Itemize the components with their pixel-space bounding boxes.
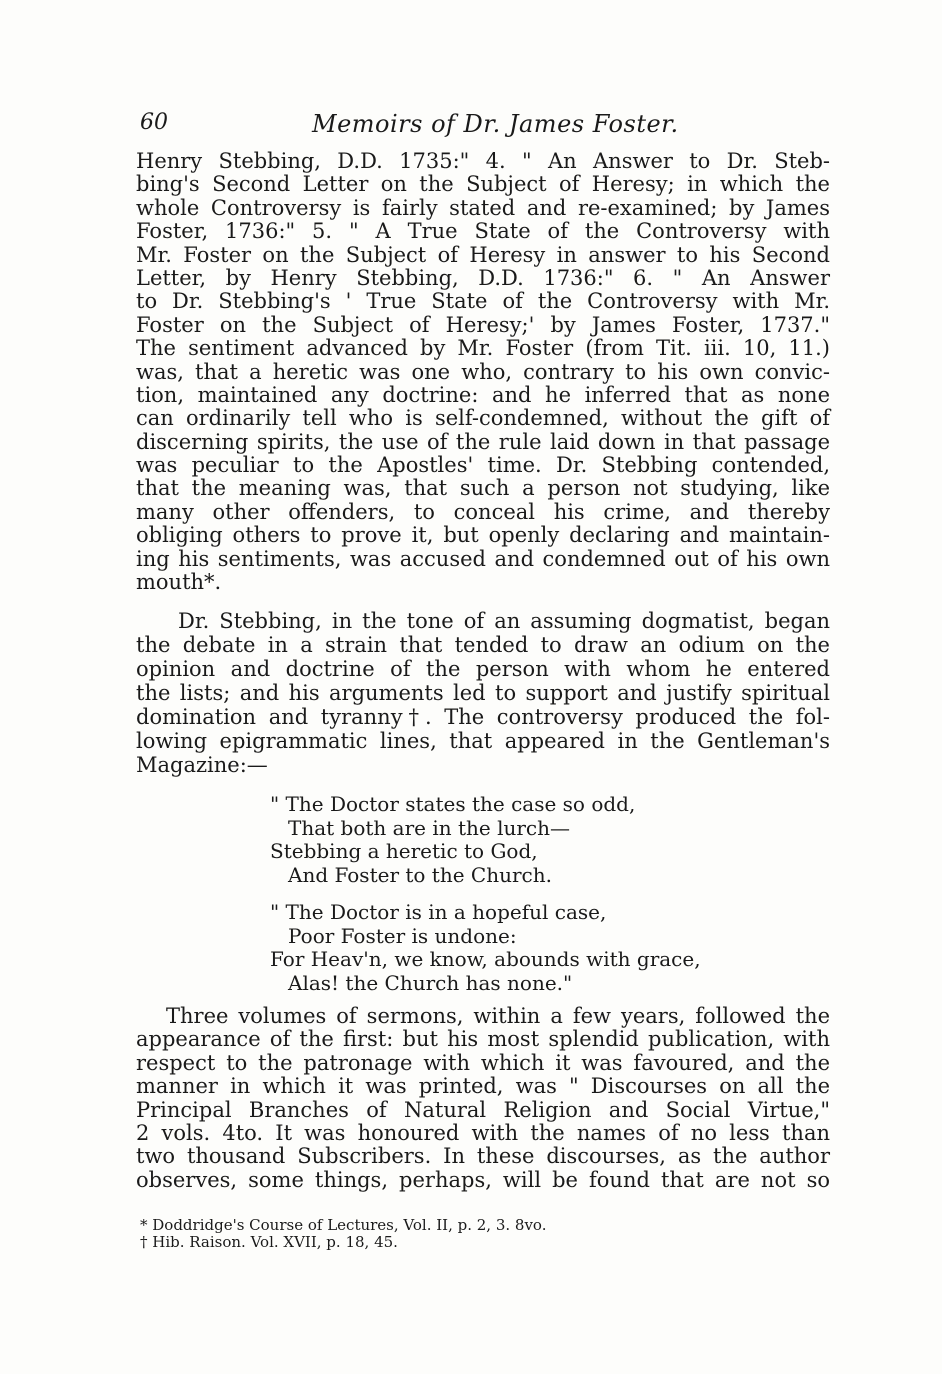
running-title: Memoirs of Dr. James Foster. — [312, 110, 679, 138]
footnote: † Hib. Raison. Vol. XVII, p. 18, 45. — [140, 1233, 398, 1251]
text-line: observes, some things, perhaps, will be found that are not so — [136, 1167, 830, 1192]
footnote: * Doddridge's Course of Lectures, Vol. II, p. 2, 3. 8vo. — [140, 1216, 547, 1234]
text-line: Three volumes of sermons, within a few years, followed the — [166, 1004, 830, 1028]
text-line: can ordinarily tell who is self-condemned, without the gift of — [136, 406, 830, 431]
text-line: Foster, 1736:" 5. " A True State of the Controversy with — [136, 219, 830, 244]
text-line: whole Controversy is fairly stated and re-examined; by James — [136, 195, 830, 220]
text-line: tion, maintained any doctrine: and he inferred that as none — [136, 382, 830, 407]
poem-line: Poor Foster is undone: — [288, 923, 517, 948]
poem-line: That both are in the lurch— — [288, 815, 571, 840]
text-line: was peculiar to the Apostles' time. Dr. Stebbing contended, — [136, 453, 830, 478]
text-line: to Dr. Stebbing's ' True State of the Controversy with Mr. — [136, 289, 830, 314]
text-line: Dr. Stebbing, in the tone of an assuming dogmatist, began — [178, 609, 830, 633]
text-line: appearance of the first: but his most splendid publication, with — [136, 1027, 830, 1052]
text-line: The sentiment advanced by Mr. Foster (from Tit. iii. 10, 11.) — [136, 336, 830, 361]
text-line: the debate in a strain that tended to draw an odium on the — [136, 633, 830, 657]
poem-line: And Foster to the Church. — [288, 862, 552, 887]
paragraph-1 — [136, 150, 830, 594]
poem-line: " The Doctor is in a hopeful case, — [270, 900, 607, 924]
poem-line: Alas! the Church has none." — [288, 970, 573, 995]
footnotes — [140, 1217, 820, 1251]
epigram-poem — [270, 793, 790, 995]
poem-stanza — [270, 793, 790, 887]
text-line: Principal Branches of Natural Religion and Social Virtue," — [136, 1097, 830, 1122]
paragraph-3 — [136, 1005, 830, 1192]
text-line: the lists; and his arguments led to support and justify spiritual — [136, 681, 830, 705]
text-line: respect to the patronage with which it was favoured, and the — [136, 1050, 830, 1075]
text-line: discerning spirits, the use of the rule laid down in that passage — [136, 429, 830, 454]
text-line: lowing epigrammatic lines, that appeared in the Gentleman's — [136, 729, 830, 753]
page-number: 60 — [140, 110, 168, 135]
poem-stanza — [270, 901, 790, 995]
text-line: domination and tyranny†. The controversy produced the fol- — [136, 705, 830, 729]
text-line: 2 vols. 4to. It was honoured with the names of no less than — [136, 1120, 830, 1145]
text-line: Henry Stebbing, D.D. 1735:" 4. " An Answer to Dr. Steb- — [136, 149, 830, 173]
text-line: Mr. Foster on the Subject of Heresy in answer to his Second — [136, 242, 830, 267]
text-line: that the meaning was, that such a person not studying, like — [136, 476, 830, 501]
poem-line: " The Doctor states the case so odd, — [270, 792, 636, 816]
text-line: mouth*. — [136, 570, 222, 595]
text-line: Letter, by Henry Stebbing, D.D. 1736:" 6. " An Answer — [136, 265, 830, 290]
text-line: many other offenders, to conceal his crime, and thereby — [136, 499, 830, 524]
poem-line: For Heav'n, we know, abounds with grace, — [270, 947, 701, 971]
text-line: bing's Second Letter on the Subject of Heresy; in which the — [136, 172, 830, 197]
text-line: manner in which it was printed, was " Discourses on all the — [136, 1074, 830, 1099]
text-line: obliging others to prove it, but openly declaring and maintain- — [136, 523, 830, 548]
text-line: two thousand Subscribers. In these discourses, as the author — [136, 1144, 830, 1169]
page-header — [140, 110, 840, 144]
text-line: ing his sentiments, was accused and condemned out of his own — [136, 546, 830, 571]
poem-line: Stebbing a heretic to God, — [270, 839, 538, 863]
text-line: opinion and doctrine of the person with whom he entered — [136, 657, 830, 681]
text-line: Magazine:— — [136, 753, 268, 777]
text-line: was, that a heretic was one who, contrary to his own convic- — [136, 359, 830, 384]
paragraph-2 — [136, 609, 830, 777]
text-line: Foster on the Subject of Heresy;' by James Foster, 1737." — [136, 312, 830, 337]
